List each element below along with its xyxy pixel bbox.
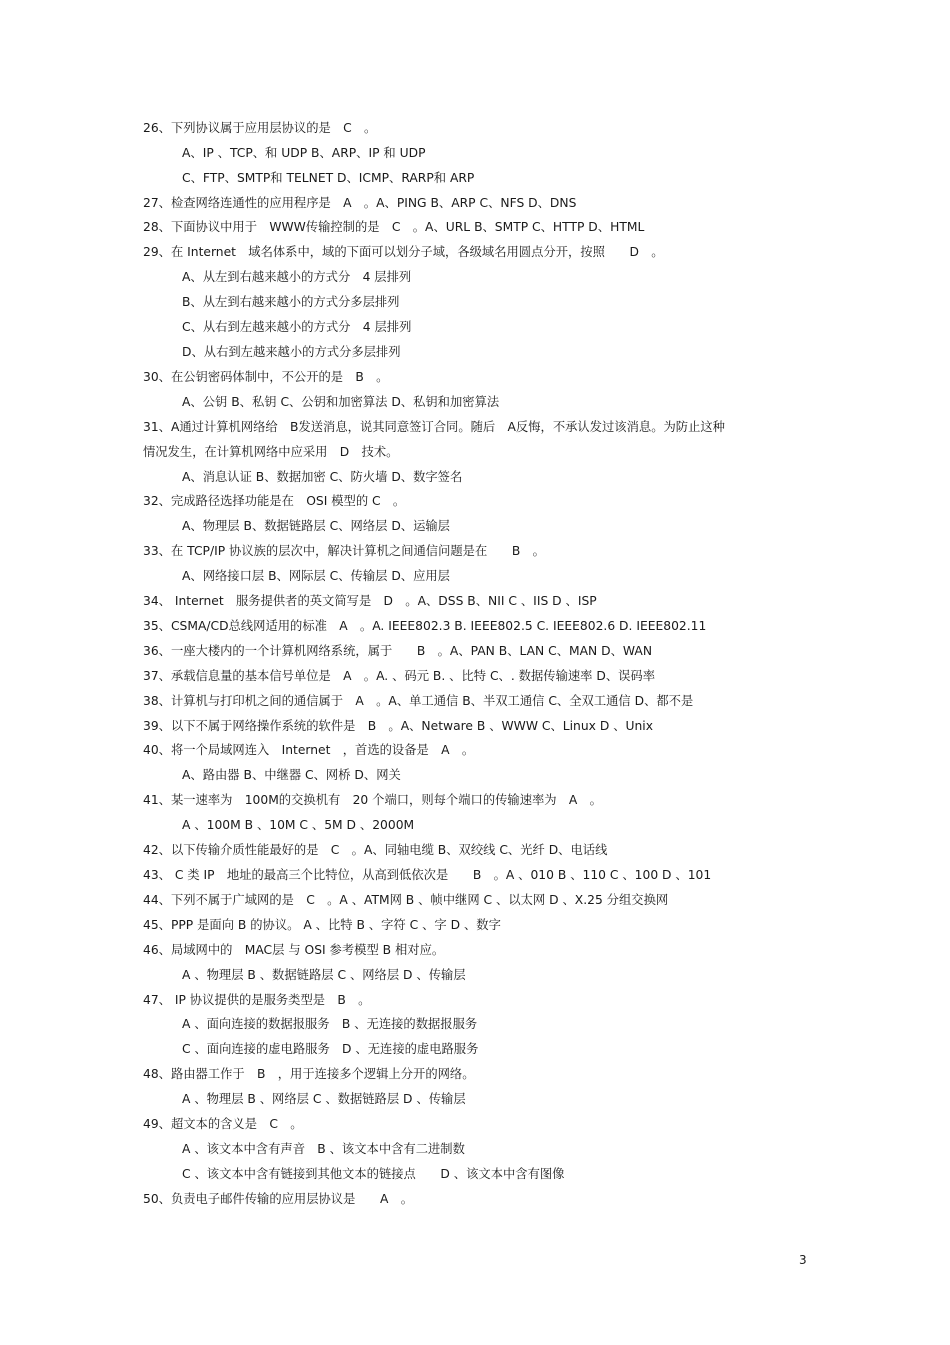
question-38: 38、计算机与打印机之间的通信属于 A 。A、单工通信 B、半双工通信 C、全双工通信 D、都不是 bbox=[143, 694, 694, 708]
question-34: 34、 Internet 服务提供者的英文简写是 D 。A、DSS B、NII C 、IIS D 、ISP bbox=[143, 594, 597, 608]
question-29: 29、在 Internet 域名体系中，域的下面可以划分子域，各级域名用圆点分开，按照 D 。 bbox=[143, 245, 664, 259]
question-40: 40、将一个局域网连入 Internet ，首选的设备是 A 。 bbox=[143, 743, 475, 757]
options-48: A 、物理层 B 、网络层 C 、数据链路层 D 、传输层 bbox=[182, 1092, 466, 1106]
options-40: A、路由器 B、中继器 C、网桥 D、网关 bbox=[182, 768, 401, 782]
question-27: 27、检查网络连通性的应用程序是 A 。A、PING B、ARP C、NFS D、DNS bbox=[143, 196, 577, 210]
question-39: 39、以下不属于网络操作系统的软件是 B 。A、Netware B 、WWW C、Linux D 、Unix bbox=[143, 719, 653, 733]
question-37: 37、承载信息量的基本信号单位是 A 。A. 、码元 B. 、比特 C、. 数据传输速率 D、误码率 bbox=[143, 669, 656, 683]
options-32: A、物理层 B、数据链路层 C、网络层 D、运输层 bbox=[182, 519, 450, 533]
options-47-cd: C 、面向连接的虚电路服务 D 、无连接的虚电路服务 bbox=[182, 1042, 479, 1056]
option-29-d: D、从右到左越来越小的方式分多层排列 bbox=[182, 345, 401, 359]
question-30: 30、在公钥密码体制中，不公开的是 B 。 bbox=[143, 370, 389, 384]
option-29-a: A、从左到右越来越小的方式分 4 层排列 bbox=[182, 270, 412, 284]
question-46: 46、局域网中的 MAC层 与 OSI 参考模型 B 相对应。 bbox=[143, 943, 445, 957]
options-49-ab: A 、该文本中含有声音 B 、该文本中含有二进制数 bbox=[182, 1142, 465, 1156]
question-50: 50、负责电子邮件传输的应用层协议是 A 。 bbox=[143, 1192, 413, 1206]
options-41: A 、100M B 、10M C 、5M D 、2000M bbox=[182, 818, 415, 832]
page-number: 3 bbox=[799, 1253, 807, 1267]
question-41: 41、某一速率为 100M的交换机有 20 个端口，则每个端口的传输速率为 A 。 bbox=[143, 793, 602, 807]
question-36: 36、一座大楼内的一个计算机网络系统，属于 B 。A、PAN B、LAN C、MAN D、WAN bbox=[143, 644, 653, 658]
question-43: 43、 C 类 IP 地址的最高三个比特位，从高到低依次是 B 。A 、010 B 、110 C 、100 D 、101 bbox=[143, 868, 712, 882]
question-31: 31、A通过计算机网络给 B发送消息，说其同意签订合同。随后 A反悔，不承认发过该消息。为防止这种 bbox=[143, 420, 725, 434]
options-46: A 、物理层 B 、数据链路层 C 、网络层 D 、传输层 bbox=[182, 968, 466, 982]
question-33: 33、在 TCP/IP 协议族的层次中，解决计算机之间通信问题是在 B 。 bbox=[143, 544, 545, 558]
question-48: 48、路由器工作于 B ，用于连接多个逻辑上分开的网络。 bbox=[143, 1067, 475, 1081]
options-26-cd: C、FTP、SMTP和 TELNET D、ICMP、RARP和 ARP bbox=[182, 171, 475, 185]
option-29-c: C、从右到左越来越小的方式分 4 层排列 bbox=[182, 320, 412, 334]
options-47-ab: A 、面向连接的数据报服务 B 、无连接的数据报服务 bbox=[182, 1017, 478, 1031]
question-32: 32、完成路径选择功能是在 OSI 模型的 C 。 bbox=[143, 494, 406, 508]
question-28: 28、下面协议中用于 WWW传输控制的是 C 。A、URL B、SMTP C、HTTP D、HTML bbox=[143, 220, 645, 234]
question-44: 44、下列不属于广域网的是 C 。A 、ATM网 B 、帧中继网 C 、以太网 D 、X.25 分组交换网 bbox=[143, 893, 669, 907]
options-26-ab: A、IP 、TCP、和 UDP B、ARP、IP 和 UDP bbox=[182, 146, 426, 160]
question-49: 49、超文本的含义是 C 。 bbox=[143, 1117, 303, 1131]
question-35: 35、CSMA/CD总线网适用的标准 A 。A. IEEE802.3 B. IEEE802.5 C. IEEE802.6 D. IEEE802.11 bbox=[143, 619, 707, 633]
question-26: 26、下列协议属于应用层协议的是 C 。 bbox=[143, 121, 377, 135]
options-30: A、公钥 B、私钥 C、公钥和加密算法 D、私钥和加密算法 bbox=[182, 395, 500, 409]
question-45: 45、PPP 是面向 B 的协议。 A 、比特 B 、字符 C 、字 D 、数字 bbox=[143, 918, 501, 932]
option-29-b: B、从左到右越来越小的方式分多层排列 bbox=[182, 295, 400, 309]
question-31-cont: 情况发生，在计算机网络中应采用 D 技术。 bbox=[143, 445, 399, 459]
options-33: A、网络接口层 B、网际层 C、传输层 D、应用层 bbox=[182, 569, 450, 583]
options-49-cd: C 、该文本中含有链接到其他文本的链接点 D 、该文本中含有图像 bbox=[182, 1167, 565, 1181]
question-47: 47、 IP 协议提供的是服务类型是 B 。 bbox=[143, 993, 371, 1007]
question-42: 42、以下传输介质性能最好的是 C 。A、同轴电缆 B、双绞线 C、光纤 D、电话线 bbox=[143, 843, 608, 857]
options-31: A、消息认证 B、数据加密 C、防火墙 D、数字签名 bbox=[182, 470, 463, 484]
